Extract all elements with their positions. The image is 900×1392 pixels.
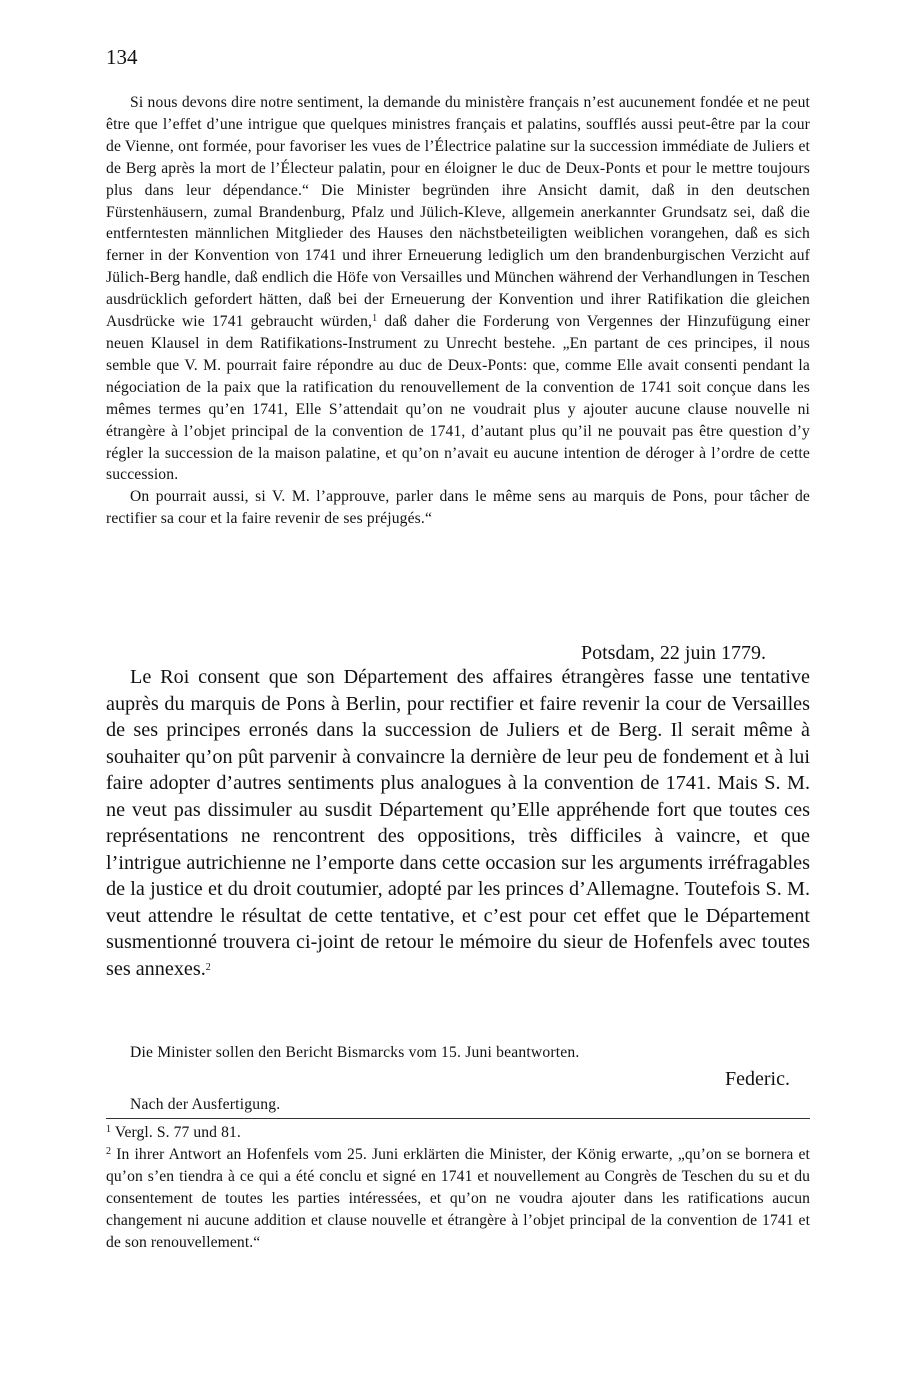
dateline: Potsdam, 22 juin 1779. (580, 642, 766, 664)
footnote-1 (106, 1122, 810, 1144)
main-letter-text (106, 664, 810, 982)
footnote-mark-1: 1 (106, 1124, 112, 1135)
footnote-1-text: Vergl. S. 77 und 81. (111, 1124, 241, 1141)
footnote-mark-2: 2 (106, 1146, 112, 1157)
editorial-note: Die Minister sollen den Bericht Bismarcks vom 15. Juni beantworten. (130, 1044, 580, 1061)
footnote-ref-2: 2 (205, 961, 211, 973)
footnotes (106, 1122, 810, 1254)
footnote-2-text: In ihrer Antwort an Hofenfels vom 25. Juni erklärten die Minister, der König erwarte, „qu’on se bornera et qu’on s’en tiendra à ce qui a été conclu et signé en 1741 et nouvellement au Congrès de Teschen du su et du consentement de toutes les parties intéressées, et qu’on ne voudra ajouter dans les ratifications aucun changement ni aucune addition et clause nouvelle et étrangère à l’objet principal de la convention de 1741 et de son renouvellement.“ (106, 1146, 810, 1251)
main-paragraph-text: Le Roi consent que son Département des affaires étrangères fasse une tentative auprès du marquis de Pons à Berlin, pour rectifier et faire revenir la cour de Versailles de ses principes erronés dans la succession de Juliers et de Berg. Il serait même à souhaiter qu’on pût parvenir à convaincre la dernière de leur peu de fondement et à lui faire adopter d’autres sentiments plus analogues à la convention de 1741. Mais S. M. ne veut pas dissimuler au susdit Département qu’Elle appréhende fort que toutes ces représentations ne rencontrent des oppositions, très difficiles à vaincre, et que l’intrigue autrichienne ne l’emporte dans cette occasion sur les arguments irréfragables de la justice et du droit coutumier, adopté par les princes d’Allemagne. Toutefois S. M. veut attendre le résultat de cette tentative, et c’est pour cet effet que le Département susmentionné trouvera ci-joint de retour le mémoire du sieur de Hofenfels avec toutes ses annexes. (106, 666, 810, 980)
quote-paragraph-1-part-a: Si nous devons dire notre sentiment, la demande du ministère français n’est aucunement fondée et ne peut être que l’effet d’une intrigue que quelques ministres français et palatins, soufflés aussi peut-être par la cour de Vienne, ont formée, pour favoriser les vues de l’Électrice palatine sur la succession immédiate de Juliers et de Berg après la mort de l’Électeur palatin, pour en éloigner le duc de Deux-Ponts et pour le mettre toujours plus dans leur dépendance.“ Die Minister begründen ihre Ansicht damit, daß in den deutschen Fürstenhäusern, zumal Brandenburg, Pfalz und Jülich-Kleve, allgemein anerkannter Grundsatz sei, daß die entferntesten männlichen Mitglieder des Hauses den nächstbeteiligten weiblichen vorangehen, daß es sich ferner in der Konvention von 1741 und ihrer Erneuerung lediglich um den brandenburgischen Verzicht auf Jülich-Berg handle, daß endlich die Höfe von Versailles und München während der Verhandlungen in Teschen ausdrücklich gefordert hätten, daß bei der Erneuerung der Konvention und ihrer Ratifikation die gleichen Ausdrücke wie 1741 gebraucht würden, (106, 94, 810, 331)
quoted-report-block (106, 92, 810, 530)
signature: Federic. (725, 1068, 790, 1090)
source-note: Nach der Ausfertigung. (130, 1096, 281, 1113)
footnote-2 (106, 1144, 810, 1254)
quote-paragraph-1-part-b: daß daher die Forderung von Vergennes der Hinzufügung einer neuen Klausel in dem Ratifikations-Instrument zu Unrecht bestehe. „En partant de ces principes, il nous semble que V. M. pourrait faire répondre au duc de Deux-Ponts: que, comme Elle avait consenti pendant la négociation de la paix que la ratification du renouvellement de la convention de 1741 soit conçue dans les mêmes termes qu’en 1741, Elle S’attendait qu’on ne voudrait plus y ajouter aucune clause nouvelle ni étrangère à l’objet principal de la convention de 1741, d’autant plus qu’il ne pouvait pas être question d’y régler la succession de la maison palatine, et qu’on n’avait eu aucune intention de déroger à l’ordre de cette succession. (106, 313, 810, 484)
quote-paragraph-2: On pourrait aussi, si V. M. l’approuve, parler dans le même sens au marquis de Pons, pour tâcher de rectifier sa cour et la faire revenir de ses préjugés.“ (106, 488, 810, 528)
page-number: 134 (106, 45, 138, 69)
quote-paragraph-1 (106, 92, 810, 486)
main-paragraph (106, 664, 810, 982)
footnote-ref-1: 1 (372, 313, 378, 325)
footnote-divider (106, 1118, 810, 1119)
